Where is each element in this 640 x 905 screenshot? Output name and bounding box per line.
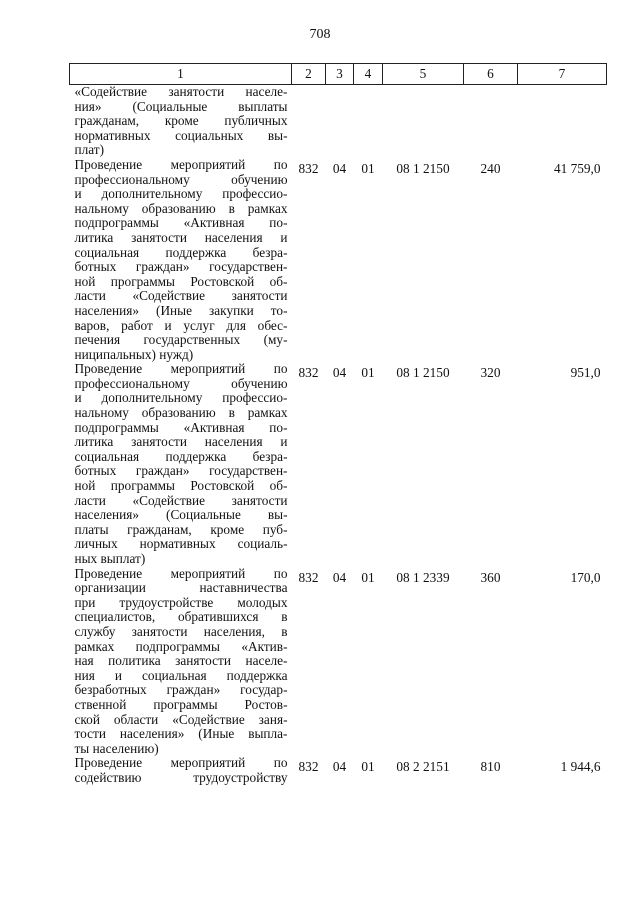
- description-line: нормативных социальных вы-: [74, 127, 288, 143]
- header-cell-2: 2: [292, 64, 326, 85]
- description-line: плат): [74, 142, 105, 158]
- description-line: и дополнительному профессио-: [74, 186, 288, 202]
- description-line: ботных граждан» государствен-: [74, 259, 288, 275]
- description-line: ния и социальная поддержка: [74, 667, 288, 683]
- header-cell-6: 6: [464, 64, 518, 85]
- description-line: ской области «Содействие заня-: [74, 711, 288, 727]
- description-line: безработных граждан» государ-: [74, 682, 288, 698]
- description-line: ных выплат): [74, 551, 146, 566]
- table-row: [70, 567, 607, 757]
- description-line: и дополнительному профессио-: [74, 390, 288, 406]
- table-row: [70, 362, 607, 566]
- description-line: литика занятости населения и: [74, 434, 288, 450]
- budget-table: [69, 63, 607, 786]
- expense-type-code: 240: [480, 160, 501, 176]
- expense-type-code: 810: [480, 759, 501, 775]
- description-line: «Содействие занятости населе-: [74, 84, 288, 99]
- description-line: населения» (Иные закупки то-: [74, 302, 288, 318]
- description-line: Проведение мероприятий по: [74, 156, 288, 172]
- header-cell-4: 4: [354, 64, 383, 85]
- description-line: специалистов, обратившихся в: [74, 609, 288, 625]
- description-line: ниципальных) нужд): [74, 346, 194, 362]
- description-line: подпрограммы «Активная по-: [74, 419, 288, 435]
- description-line: организации наставничества: [74, 580, 288, 596]
- description-line: гражданам, кроме публичных: [74, 113, 288, 129]
- subsection-code: 01: [361, 759, 375, 775]
- header-cell-1: 1: [70, 64, 292, 85]
- description-line: ласти «Содействие занятости: [74, 288, 288, 304]
- subsection-code: 01: [361, 160, 375, 176]
- description-line: нальному образованию в рамках: [74, 405, 288, 421]
- description-line: варов, работ и услуг для обес-: [74, 317, 288, 333]
- subsection-code: 01: [361, 569, 375, 585]
- header-cell-3: 3: [326, 64, 354, 85]
- description-line: ботных граждан» государствен-: [74, 463, 288, 479]
- description-line: личных нормативных социаль-: [74, 536, 288, 552]
- continuation-row: [70, 85, 607, 158]
- section-code: 04: [332, 160, 347, 176]
- row-description: [70, 158, 292, 362]
- ministry-code: 832: [298, 759, 319, 775]
- ministry-code: 832: [298, 160, 319, 176]
- description-line: ласти «Содействие занятости: [74, 492, 288, 508]
- row-description: [70, 567, 292, 757]
- description-line: рамках подпрограммы «Актив-: [74, 638, 288, 654]
- ministry-code: 832: [298, 569, 319, 585]
- section-code: 04: [332, 365, 347, 381]
- description-line: при трудоустройстве молодых: [74, 594, 288, 610]
- table-header-row: [70, 64, 607, 85]
- target-article-code: 08 1 2339: [396, 569, 450, 585]
- target-article-code: 08 2 2151: [396, 759, 450, 775]
- continuation-description: [70, 85, 292, 158]
- description-line: службу занятости населения, в: [74, 623, 288, 639]
- description-line: ты населению): [74, 740, 159, 756]
- amount-value: 1 944,6: [560, 759, 601, 775]
- description-line: социальная поддержка безра-: [74, 448, 288, 464]
- target-article-code: 08 1 2150: [396, 365, 450, 381]
- amount-value: 41 759,0: [553, 160, 601, 176]
- target-article-code: 08 1 2150: [396, 160, 450, 176]
- section-code: 04: [332, 759, 347, 775]
- ministry-code: 832: [298, 365, 319, 381]
- section-code: 04: [332, 569, 347, 585]
- description-line: ная политика занятости населе-: [74, 653, 288, 669]
- table-row: [70, 158, 607, 362]
- description-line: литика занятости населения и: [74, 229, 288, 245]
- description-line: профессиональному обучению: [74, 375, 288, 391]
- description-line: Проведение мероприятий по: [74, 755, 288, 771]
- expense-type-code: 360: [480, 569, 501, 585]
- description-line: ной программы Ростовской об-: [74, 273, 288, 289]
- description-line: ной программы Ростовской об-: [74, 478, 288, 494]
- row-description: [70, 756, 292, 785]
- description-line: нальному образованию в рамках: [74, 200, 288, 216]
- header-cell-5: 5: [383, 64, 464, 85]
- description-line: профессиональному обучению: [74, 171, 288, 187]
- header-cell-7: 7: [518, 64, 607, 85]
- description-line: содействию трудоустройству: [74, 769, 288, 785]
- description-line: Проведение мероприятий по: [74, 361, 288, 377]
- table-row: [70, 756, 607, 785]
- amount-value: 951,0: [570, 365, 601, 381]
- description-line: платы гражданам, кроме пуб-: [74, 521, 288, 537]
- description-line: печения государственных (му-: [74, 332, 288, 348]
- row-description: [70, 362, 292, 566]
- description-line: ственной программы Ростов-: [74, 696, 288, 712]
- description-line: Проведение мероприятий по: [74, 565, 288, 581]
- amount-value: 170,0: [570, 569, 601, 585]
- description-line: социальная поддержка безра-: [74, 244, 288, 260]
- description-line: тости населения» (Иные выпла-: [74, 726, 288, 742]
- page-number: 708: [309, 27, 331, 42]
- description-line: ния» (Социальные выплаты: [74, 98, 288, 114]
- expense-type-code: 320: [480, 365, 501, 381]
- description-line: населения» (Социальные вы-: [74, 507, 288, 523]
- description-line: подпрограммы «Активная по-: [74, 215, 288, 231]
- subsection-code: 01: [361, 365, 375, 381]
